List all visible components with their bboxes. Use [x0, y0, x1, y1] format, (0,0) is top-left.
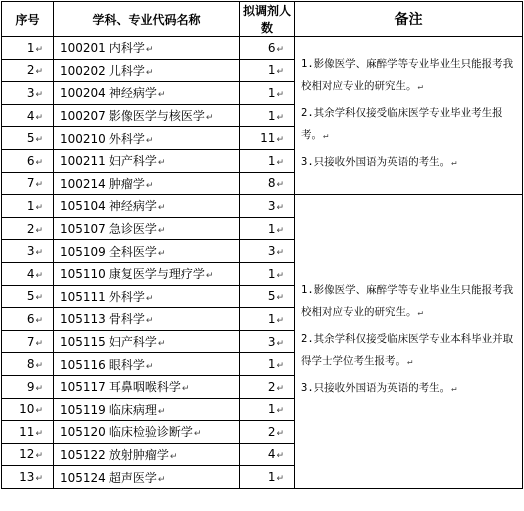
paragraph-mark: ↵	[35, 383, 43, 394]
row-code: 100201	[60, 41, 106, 56]
paragraph-mark: ↵	[145, 316, 154, 327]
paragraph-mark: ↵	[145, 135, 154, 146]
row-name	[54, 217, 240, 240]
table-body	[2, 37, 523, 489]
row-name	[54, 240, 240, 263]
row-no-value: 1	[26, 40, 35, 55]
header-row	[2, 2, 523, 37]
row-code: 105119	[60, 402, 106, 417]
paragraph-mark: ↵	[35, 270, 43, 281]
row-no-value: 10	[19, 402, 35, 417]
paragraph-mark: ↵	[205, 271, 214, 282]
row-no-value: 11	[19, 424, 35, 439]
row-no	[2, 172, 54, 195]
row-no-value: 3	[26, 244, 35, 259]
row-count	[240, 262, 295, 285]
paragraph-mark: ↵	[407, 357, 413, 368]
row-count-value: 1	[267, 85, 276, 100]
paragraph-mark: ↵	[145, 67, 154, 78]
row-no-value: 9	[26, 379, 35, 394]
row-code: 105115	[60, 335, 106, 350]
paragraph-mark: ↵	[35, 135, 43, 146]
row-count-value: 1	[267, 470, 276, 485]
row-no	[2, 195, 54, 218]
paragraph-mark: ↵	[35, 248, 43, 259]
row-name	[54, 59, 240, 82]
row-count	[240, 240, 295, 263]
row-code: 105113	[60, 312, 106, 327]
row-count-value: 1	[267, 153, 276, 168]
row-name	[54, 375, 240, 398]
paragraph-mark: ↵	[157, 226, 166, 237]
paragraph-mark: ↵	[276, 44, 284, 55]
row-count	[240, 195, 295, 218]
row-name	[54, 262, 240, 285]
row-no-value: 1	[26, 198, 35, 213]
paragraph-mark: ↵	[35, 474, 43, 485]
row-subject: 儿科学	[108, 63, 145, 78]
row-code: 105111	[60, 289, 106, 304]
row-count-value: 1	[267, 357, 276, 372]
paragraph-mark: ↵	[417, 308, 423, 319]
row-count	[240, 59, 295, 82]
row-subject: 康复医学与理疗学	[108, 267, 205, 282]
paragraph-mark: ↵	[145, 361, 154, 372]
row-no	[2, 330, 54, 353]
remark-cell	[295, 37, 523, 195]
row-name	[54, 443, 240, 466]
row-subject: 妇产科学	[108, 154, 157, 169]
paragraph-mark: ↵	[35, 202, 43, 213]
row-count	[240, 353, 295, 376]
row-name	[54, 37, 240, 60]
row-count-value: 4	[267, 447, 276, 462]
table-row	[2, 195, 523, 218]
paragraph-mark: ↵	[35, 293, 43, 304]
row-count	[240, 466, 295, 489]
row-no-value: 3	[26, 85, 35, 100]
row-no	[2, 127, 54, 150]
row-no-value: 4	[26, 266, 35, 281]
paragraph-mark: ↵	[276, 225, 284, 236]
row-code: 100207	[60, 109, 106, 124]
row-subject: 临床检验诊断学	[108, 425, 193, 440]
row-code: 105107	[60, 222, 106, 237]
row-name	[54, 172, 240, 195]
row-code: 105109	[60, 244, 106, 259]
row-subject: 影像医学与核医学	[108, 109, 205, 124]
row-no-value: 5	[26, 131, 35, 146]
table-row	[2, 37, 523, 60]
row-subject: 肿瘤学	[108, 176, 145, 191]
row-count-value: 8	[267, 176, 276, 191]
row-code: 105110	[60, 267, 106, 282]
row-code: 100210	[60, 131, 106, 146]
remark-item	[301, 53, 516, 98]
row-code: 105104	[60, 199, 106, 214]
remark-item	[301, 151, 516, 174]
remark-item	[301, 102, 516, 147]
remark-cell	[295, 195, 523, 489]
paragraph-mark: ↵	[35, 338, 43, 349]
row-subject: 临床病理	[108, 402, 157, 417]
row-subject: 眼科学	[108, 357, 145, 372]
paragraph-mark: ↵	[35, 451, 43, 462]
row-count	[240, 330, 295, 353]
paragraph-mark: ↵	[276, 406, 284, 417]
row-name	[54, 149, 240, 172]
row-no	[2, 217, 54, 240]
row-code: 105120	[60, 425, 106, 440]
paragraph-mark: ↵	[276, 112, 284, 123]
row-no-value: 7	[26, 334, 35, 349]
row-count-value: 3	[267, 334, 276, 349]
row-no-value: 13	[19, 470, 35, 485]
paragraph-mark: ↵	[157, 339, 166, 350]
row-no-value: 7	[26, 176, 35, 191]
row-count	[240, 285, 295, 308]
paragraph-mark: ↵	[205, 113, 214, 124]
row-count-value: 2	[267, 379, 276, 394]
row-name	[54, 104, 240, 127]
paragraph-mark: ↵	[35, 428, 43, 439]
row-code: 105117	[60, 380, 106, 395]
paragraph-mark: ↵	[276, 451, 284, 462]
row-code: 105122	[60, 447, 106, 462]
row-count-value: 3	[267, 198, 276, 213]
paragraph-mark: ↵	[276, 157, 284, 168]
paragraph-mark: ↵	[276, 428, 284, 439]
row-subject: 急诊医学	[108, 222, 157, 237]
paragraph-mark: ↵	[276, 270, 284, 281]
remark-item	[301, 328, 516, 373]
row-no	[2, 59, 54, 82]
row-code: 105116	[60, 357, 106, 372]
header-count: 拟调剂人数	[240, 2, 295, 37]
row-no	[2, 262, 54, 285]
row-code: 100211	[60, 154, 106, 169]
paragraph-mark: ↵	[451, 384, 457, 395]
document	[1, 1, 523, 489]
paragraph-mark: ↵	[145, 45, 154, 56]
row-count	[240, 217, 295, 240]
row-subject: 外科学	[108, 289, 145, 304]
row-no-value: 5	[26, 289, 35, 304]
row-count-value: 1	[267, 63, 276, 78]
row-count	[240, 37, 295, 60]
row-no-value: 4	[26, 108, 35, 123]
row-no	[2, 240, 54, 263]
paragraph-mark: ↵	[35, 44, 43, 55]
paragraph-mark: ↵	[157, 474, 166, 485]
remark-item	[301, 279, 516, 324]
row-count-value: 1	[267, 266, 276, 281]
paragraph-mark: ↵	[157, 248, 166, 259]
row-code: 105124	[60, 470, 106, 485]
row-subject: 神经病学	[108, 86, 157, 101]
row-count-value: 1	[267, 221, 276, 236]
row-subject: 妇产科学	[108, 335, 157, 350]
row-name	[54, 353, 240, 376]
row-count	[240, 82, 295, 105]
paragraph-mark: ↵	[35, 112, 43, 123]
paragraph-mark: ↵	[276, 135, 284, 146]
paragraph-mark: ↵	[35, 225, 43, 236]
row-no-value: 2	[26, 63, 35, 78]
header-name: 学科、专业代码名称	[54, 2, 240, 37]
remark-text: 3.只接收外国语为英语的考生。	[301, 382, 451, 395]
row-no	[2, 421, 54, 444]
paragraph-mark: ↵	[276, 338, 284, 349]
row-no	[2, 353, 54, 376]
row-no-value: 2	[26, 221, 35, 236]
remark-text: 2.其余学科仅接受临床医学专业毕业考生报考。	[301, 107, 503, 142]
paragraph-mark: ↵	[276, 293, 284, 304]
row-no	[2, 37, 54, 60]
header-remark: 备注	[295, 2, 523, 37]
row-subject: 放射肿瘤学	[108, 447, 169, 462]
row-count-value: 11	[260, 131, 276, 146]
row-no	[2, 149, 54, 172]
paragraph-mark: ↵	[276, 248, 284, 259]
paragraph-mark: ↵	[181, 384, 190, 395]
row-subject: 超声医学	[108, 470, 157, 485]
row-subject: 内科学	[108, 41, 145, 56]
paragraph-mark: ↵	[35, 406, 43, 417]
paragraph-mark: ↵	[145, 180, 154, 191]
paragraph-mark: ↵	[157, 158, 166, 169]
header-no: 序号	[2, 2, 54, 37]
paragraph-mark: ↵	[193, 429, 202, 440]
paragraph-mark: ↵	[35, 315, 43, 326]
paragraph-mark: ↵	[35, 157, 43, 168]
remark-text: 3.只接收外国语为英语的考生。	[301, 156, 451, 169]
row-subject: 神经病学	[108, 199, 157, 214]
row-count	[240, 172, 295, 195]
row-no-value: 12	[19, 447, 35, 462]
remark-item	[301, 377, 516, 400]
row-no-value: 6	[26, 153, 35, 168]
row-count-value: 1	[267, 311, 276, 326]
row-name	[54, 421, 240, 444]
row-name	[54, 330, 240, 353]
row-code: 100202	[60, 63, 106, 78]
row-count-value: 2	[267, 424, 276, 439]
row-subject: 外科学	[108, 131, 145, 146]
paragraph-mark: ↵	[169, 451, 178, 462]
paragraph-mark: ↵	[276, 67, 284, 78]
paragraph-mark: ↵	[276, 180, 284, 191]
row-count-value: 3	[267, 244, 276, 259]
row-no	[2, 466, 54, 489]
paragraph-mark: ↵	[276, 383, 284, 394]
row-count	[240, 308, 295, 331]
row-count-value: 1	[267, 108, 276, 123]
paragraph-mark: ↵	[35, 361, 43, 372]
row-no	[2, 398, 54, 421]
row-count	[240, 398, 295, 421]
paragraph-mark: ↵	[35, 89, 43, 100]
adjustment-table	[1, 1, 523, 489]
paragraph-mark: ↵	[276, 361, 284, 372]
paragraph-mark: ↵	[451, 158, 457, 169]
paragraph-mark: ↵	[276, 315, 284, 326]
paragraph-mark: ↵	[276, 89, 284, 100]
row-code: 100204	[60, 86, 106, 101]
paragraph-mark: ↵	[276, 474, 284, 485]
row-no-value: 6	[26, 311, 35, 326]
row-count-value: 6	[267, 40, 276, 55]
row-no	[2, 285, 54, 308]
row-name	[54, 308, 240, 331]
row-name	[54, 82, 240, 105]
row-name	[54, 127, 240, 150]
paragraph-mark: ↵	[323, 131, 329, 142]
row-count-value: 1	[267, 402, 276, 417]
row-no	[2, 308, 54, 331]
row-name	[54, 285, 240, 308]
paragraph-mark: ↵	[157, 406, 166, 417]
paragraph-mark: ↵	[35, 180, 43, 191]
row-count	[240, 104, 295, 127]
row-code: 100214	[60, 176, 106, 191]
paragraph-mark: ↵	[276, 202, 284, 213]
paragraph-mark: ↵	[157, 203, 166, 214]
row-name	[54, 398, 240, 421]
paragraph-mark: ↵	[417, 82, 423, 93]
row-count	[240, 421, 295, 444]
row-count	[240, 443, 295, 466]
row-count-value: 5	[267, 289, 276, 304]
remark-text: 1.影像医学、麻醉学等专业毕业生只能报考我校相对应专业的研究生。	[301, 58, 514, 93]
paragraph-mark: ↵	[35, 67, 43, 78]
row-no	[2, 82, 54, 105]
remark-text: 2.其余学科仅接受临床医学专业本科毕业并取得学士学位考生报考。	[301, 333, 514, 368]
row-no	[2, 104, 54, 127]
row-no	[2, 375, 54, 398]
row-name	[54, 466, 240, 489]
row-count	[240, 149, 295, 172]
row-no	[2, 443, 54, 466]
row-count	[240, 375, 295, 398]
row-count	[240, 127, 295, 150]
paragraph-mark: ↵	[145, 293, 154, 304]
paragraph-mark: ↵	[157, 90, 166, 101]
row-no-value: 8	[26, 357, 35, 372]
row-subject: 全科医学	[108, 244, 157, 259]
row-subject: 耳鼻咽喉科学	[108, 380, 181, 395]
row-name	[54, 195, 240, 218]
row-subject: 骨科学	[108, 312, 145, 327]
remark-text: 1.影像医学、麻醉学等专业毕业生只能报考我校相对应专业的研究生。	[301, 284, 514, 319]
